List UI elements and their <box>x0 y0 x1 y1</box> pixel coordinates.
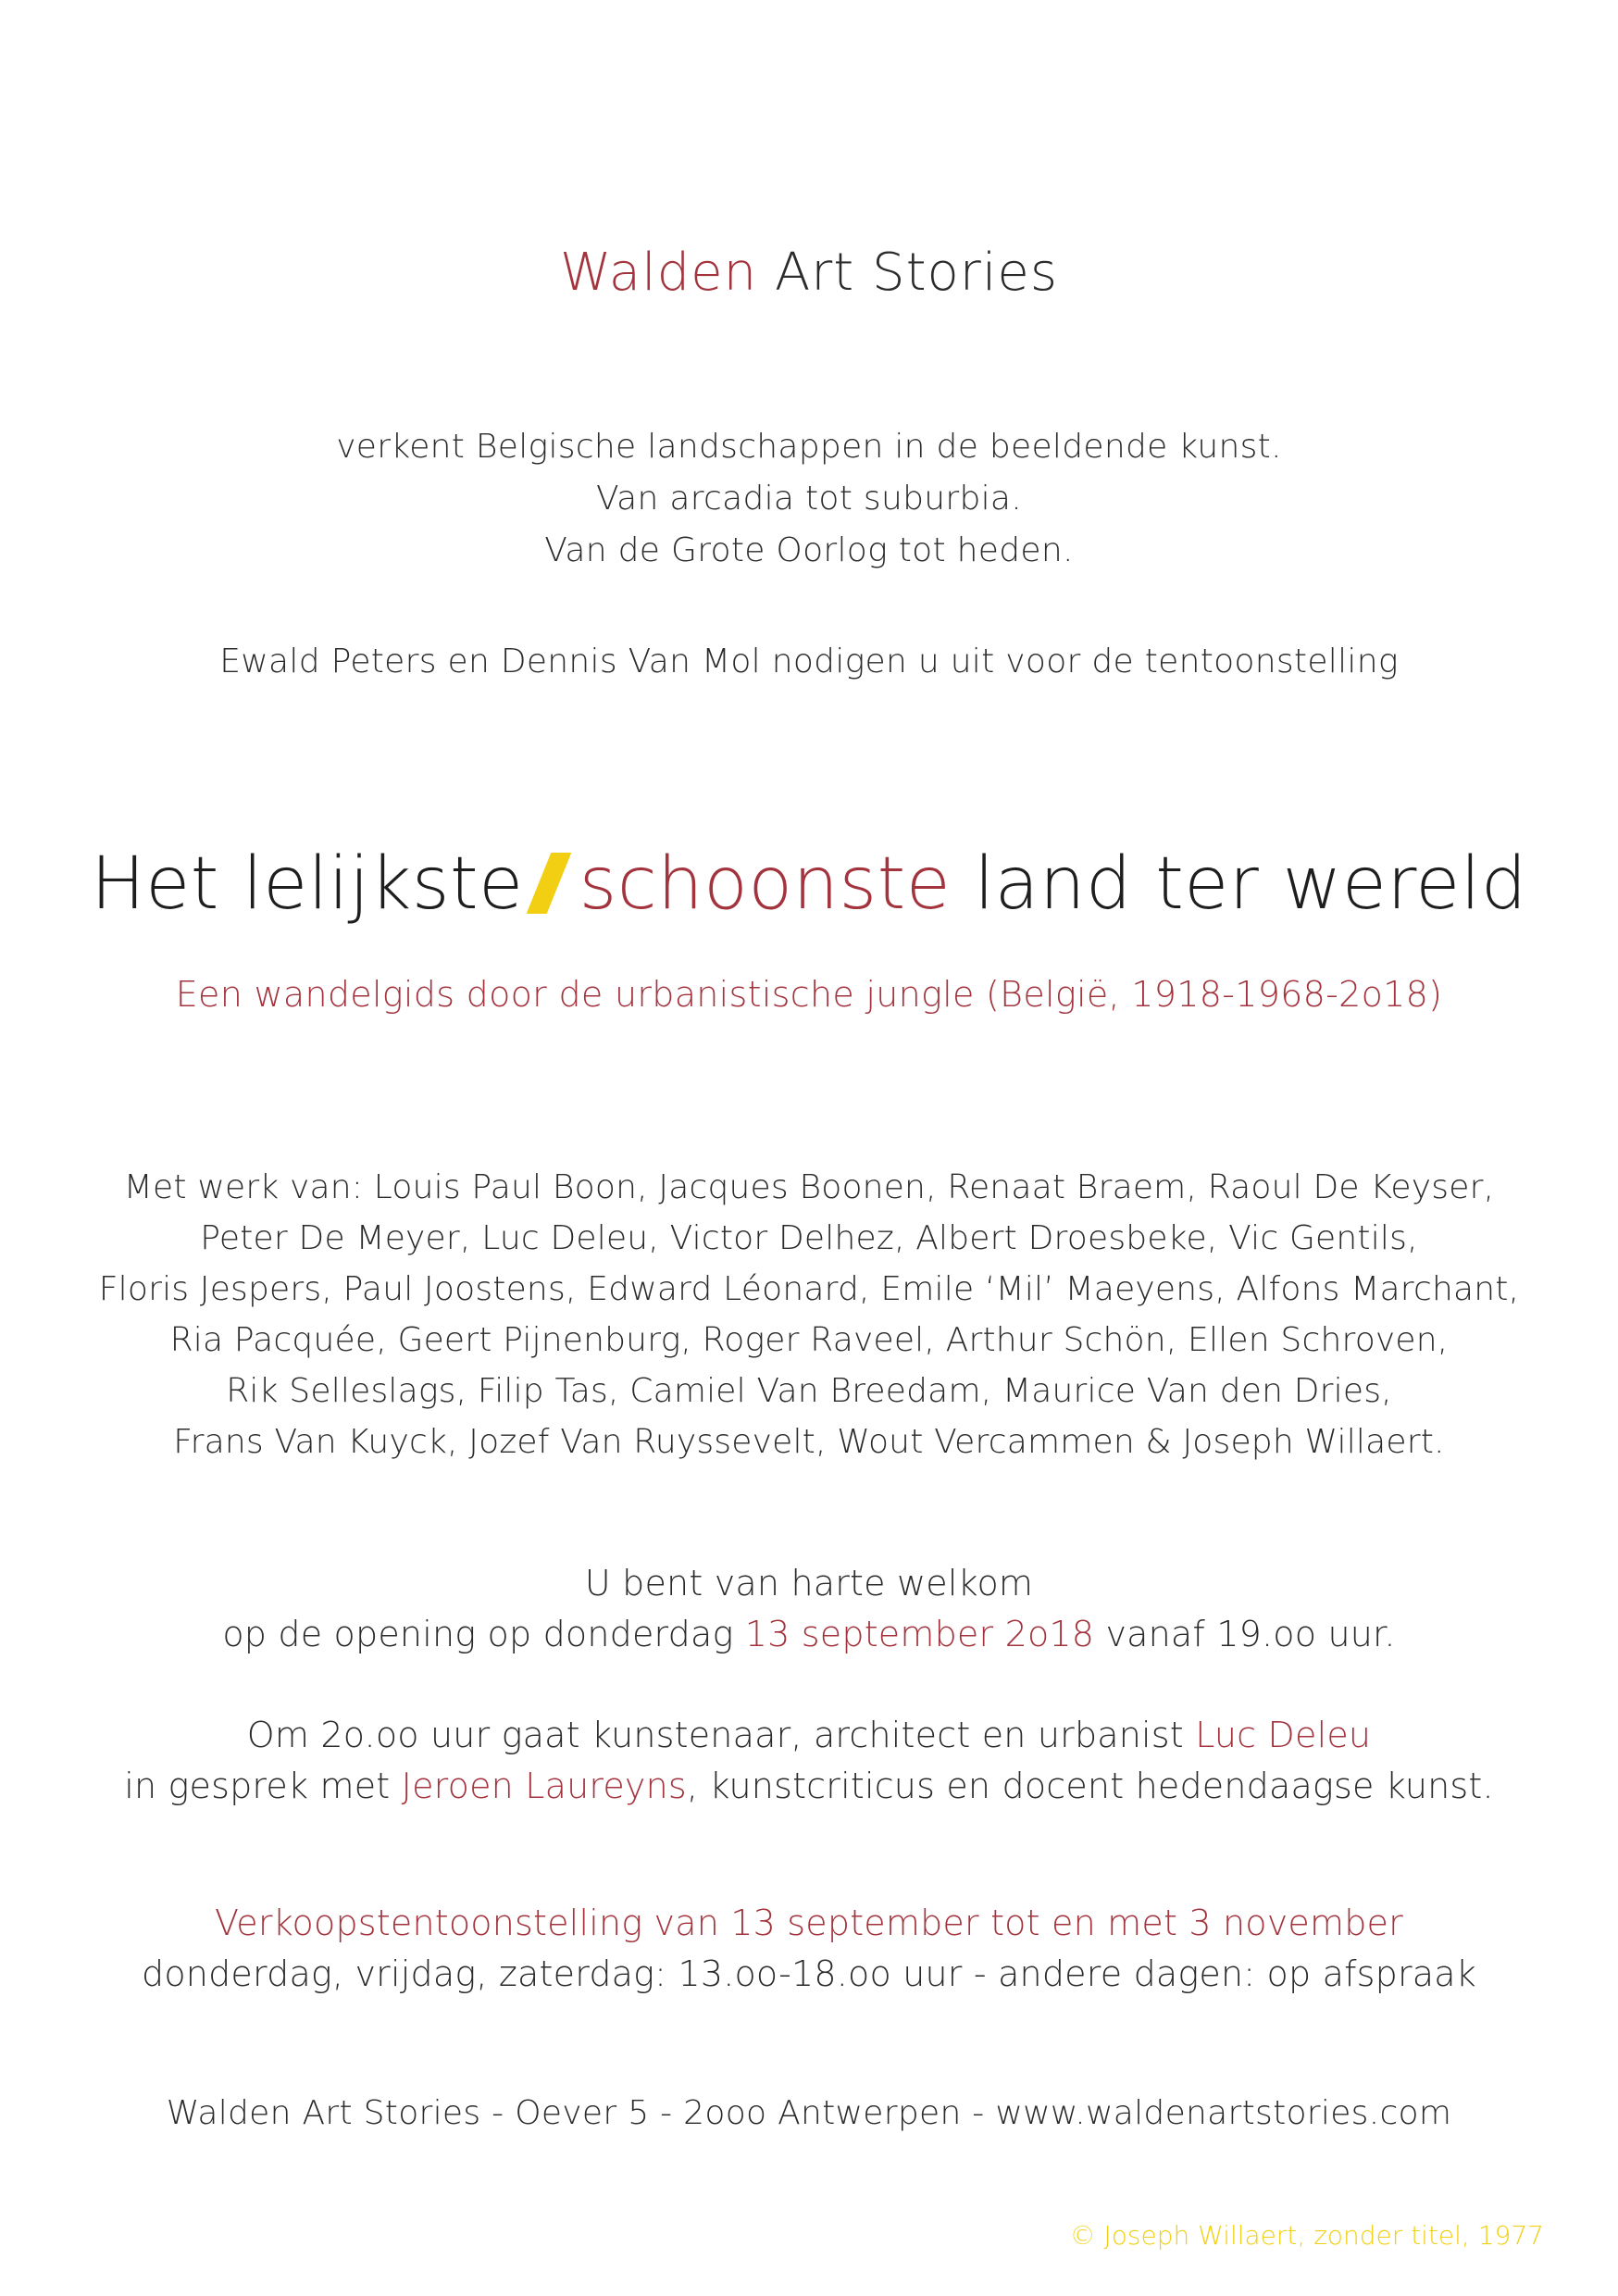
welcome-line: U bent van harte welkom <box>584 1563 1034 1603</box>
intro-line-3: Van de Grote Oorlog tot heden. <box>544 531 1074 569</box>
yellow-slash-icon <box>526 853 571 914</box>
speaker-2: Jeroen Laureyns <box>401 1766 687 1806</box>
title-part-1: Het lelijkste <box>91 842 524 926</box>
opening-date-suffix: vanaf 19.oo uur. <box>1105 1614 1396 1654</box>
speaker-1: Luc Deleu <box>1195 1715 1372 1755</box>
artists-line-2: Peter De Meyer, Luc Deleu, Victor Delhez, Albert Droesbeke, Vic Gentils, <box>200 1219 1418 1257</box>
opening-date: 13 september 2o18 <box>744 1614 1095 1654</box>
opening-date-prefix: op de opening op donderdag <box>222 1614 734 1654</box>
talk-line-1-prefix: Om 2o.oo uur gaat kunstenaar, architect en urbanist <box>246 1715 1184 1755</box>
brand-title <box>0 243 1618 303</box>
talk-line-2 <box>0 1766 1618 1806</box>
intro-line-1: verkent Belgische landschappen in de beeldende kunst. <box>336 428 1282 466</box>
invitation-line: Ewald Peters en Dennis Van Mol nodigen u uit voor de tentoonstelling <box>219 643 1399 680</box>
intro-line-2: Van arcadia tot suburbia. <box>595 480 1023 518</box>
brand-rest: Art Stories <box>774 243 1059 303</box>
title-part-3: land ter wereld <box>974 842 1527 926</box>
artists-line-6: Frans Van Kuyck, Jozef Van Ruyssevelt, Wout Vercammen & Joseph Willaert. <box>173 1423 1445 1461</box>
talk-line-1 <box>0 1715 1618 1755</box>
brand-highlight: Walden <box>559 243 758 303</box>
artists-line-3: Floris Jespers, Paul Joostens, Edward Léonard, Emile ‘Mil’ Maeyens, Alfons Marchant, <box>98 1270 1520 1308</box>
exhibition-subtitle: Een wandelgids door de urbanistische jungle (België, 1918-1968-2o18) <box>175 974 1443 1015</box>
opening-date-line <box>0 1614 1618 1654</box>
talk-line-2-prefix: in gesprek met <box>124 1766 391 1806</box>
talk-line-2-suffix: , kunstcriticus en docent hedendaagse kunst. <box>686 1766 1494 1806</box>
artists-line-4: Ria Pacquée, Geert Pijnenburg, Roger Raveel, Arthur Schön, Ellen Schroven, <box>169 1321 1449 1359</box>
footer-address: Walden Art Stories - Oever 5 - 2ooo Antwerpen - www.waldenartstories.com <box>166 2094 1452 2132</box>
exhibition-title <box>0 842 1618 926</box>
artists-line-5: Rik Selleslags, Filip Tas, Camiel Van Breedam, Maurice Van den Dries, <box>226 1372 1392 1410</box>
sale-hours: donderdag, vrijdag, zaterdag: 13.oo-18.oo uur - andere dagen: op afspraak <box>142 1953 1476 1994</box>
image-credit: © Joseph Willaert, zonder titel, 1977 <box>1069 2220 1544 2251</box>
artists-line-1: Met werk van: Louis Paul Boon, Jacques Boonen, Renaat Braem, Raoul De Keyser, <box>123 1168 1495 1206</box>
sale-period: Verkoopstentoonstelling van 13 september tot en met 3 november <box>215 1903 1403 1943</box>
title-part-2: schoonste <box>579 842 952 926</box>
